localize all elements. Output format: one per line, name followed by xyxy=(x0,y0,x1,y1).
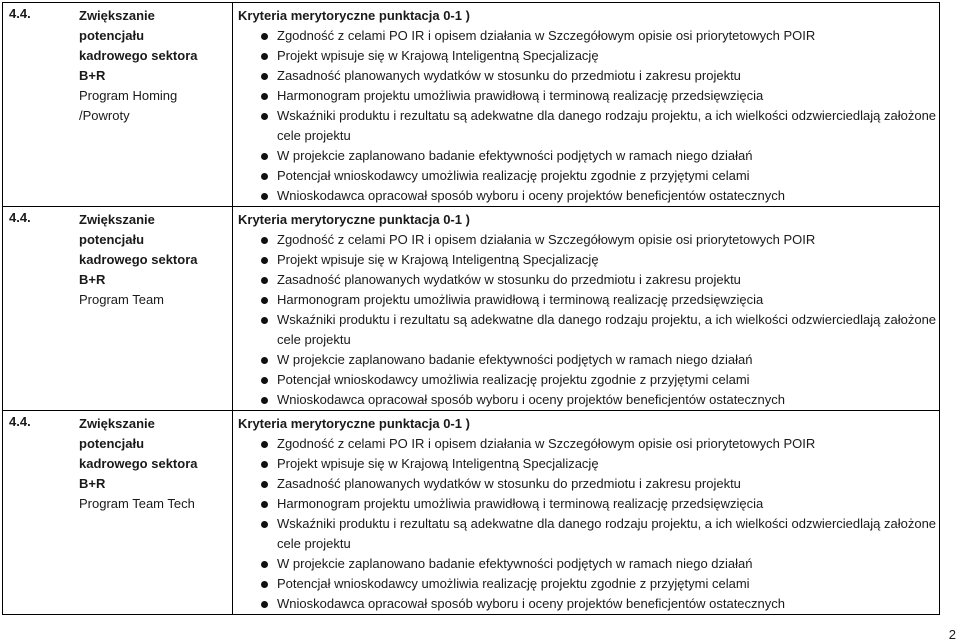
bullet-icon xyxy=(261,237,268,244)
criteria-item xyxy=(239,66,939,86)
criteria-item-text: Wnioskodawca opracował sposób wyboru i oceny projektów beneficjentów ostatecznych xyxy=(277,392,785,407)
criteria-table xyxy=(2,2,940,615)
bullet-icon xyxy=(261,441,268,448)
program-title-bold-line: B+R xyxy=(79,476,106,491)
program-cell xyxy=(3,207,233,411)
bullet-icon xyxy=(261,501,268,508)
program-number: 4.4. xyxy=(9,414,31,429)
criteria-item xyxy=(239,26,939,46)
bullet-icon xyxy=(261,193,268,200)
program-title-bold-line: potencjału xyxy=(79,232,145,247)
criteria-item xyxy=(239,594,939,614)
criteria-heading: Kryteria merytoryczne punktacja 0-1 ) xyxy=(238,416,470,431)
criteria-item xyxy=(239,514,939,554)
criteria-item-text: Zgodność z celami PO IR i opisem działania w Szczegółowym opisie osi priorytetowych POIR xyxy=(277,436,816,451)
bullet-icon xyxy=(261,173,268,180)
criteria-item xyxy=(239,290,939,310)
bullet-icon xyxy=(261,601,268,608)
page-number: 2 xyxy=(948,627,956,642)
bullet-icon xyxy=(261,521,268,528)
criteria-item-text: Zgodność z celami PO IR i opisem działania w Szczegółowym opisie osi priorytetowych POIR xyxy=(277,28,816,43)
bullet-icon xyxy=(261,481,268,488)
bullet-icon xyxy=(261,561,268,568)
criteria-item-text: Potencjał wnioskodawcy umożliwia realizację projektu zgodnie z przyjętymi celami xyxy=(277,168,750,183)
program-cell xyxy=(3,3,233,207)
program-name-line: Program Homing xyxy=(79,88,178,103)
criteria-item xyxy=(239,310,939,350)
criteria-cell-content xyxy=(233,3,939,206)
criteria-item-text: Harmonogram projektu umożliwia prawidłową i terminową realizację przedsięwzięcia xyxy=(277,292,764,307)
program-name-line: Program Team xyxy=(79,292,165,307)
criteria-cell-content xyxy=(233,207,939,410)
program-title-bold-line: Zwiększanie xyxy=(79,416,155,431)
bullet-icon xyxy=(261,297,268,304)
criteria-item-text: Harmonogram projektu umożliwia prawidłową i terminową realizację przedsięwzięcia xyxy=(277,88,764,103)
bullet-icon xyxy=(261,397,268,404)
criteria-item xyxy=(239,454,939,474)
bullet-icon xyxy=(261,357,268,364)
criteria-item-text: W projekcie zaplanowano badanie efektywności podjętych w ramach niego działań xyxy=(277,148,753,163)
bullet-icon xyxy=(261,153,268,160)
criteria-item xyxy=(239,166,939,186)
program-cell-content xyxy=(3,411,232,608)
program-cell xyxy=(3,411,233,615)
criteria-cell xyxy=(233,207,940,411)
criteria-cell-content xyxy=(233,411,939,614)
program-title xyxy=(79,414,229,514)
criteria-item xyxy=(239,230,939,250)
criteria-item xyxy=(239,574,939,594)
criteria-item xyxy=(239,46,939,66)
program-title-bold-line: B+R xyxy=(79,68,106,83)
program-name-line: Program Team Tech xyxy=(79,496,195,511)
program-title-bold-line: Zwiększanie xyxy=(79,212,155,227)
criteria-item-text: Zasadność planowanych wydatków w stosunku do przedmiotu i zakresu projektu xyxy=(277,476,741,491)
bullet-icon xyxy=(261,377,268,384)
program-title-bold-line: potencjału xyxy=(79,28,145,43)
criteria-item xyxy=(239,250,939,270)
criteria-item-text: Potencjał wnioskodawcy umożliwia realizację projektu zgodnie z przyjętymi celami xyxy=(277,576,750,591)
bullet-icon xyxy=(261,93,268,100)
bullet-icon xyxy=(261,317,268,324)
program-row xyxy=(3,207,940,411)
criteria-item-text: W projekcie zaplanowano badanie efektywności podjętych w ramach niego działań xyxy=(277,556,753,571)
criteria-item-text: Projekt wpisuje się w Krajową Inteligentną Specjalizację xyxy=(277,252,599,267)
criteria-item xyxy=(239,474,939,494)
criteria-item-text: Wnioskodawca opracował sposób wyboru i oceny projektów beneficjentów ostatecznych xyxy=(277,596,785,611)
criteria-item xyxy=(239,434,939,454)
bullet-icon xyxy=(261,53,268,60)
criteria-item xyxy=(239,86,939,106)
criteria-item-text: Potencjał wnioskodawcy umożliwia realizację projektu zgodnie z przyjętymi celami xyxy=(277,372,750,387)
criteria-cell xyxy=(233,411,940,615)
program-title-bold-line: potencjału xyxy=(79,436,145,451)
criteria-item-text: Wnioskodawca opracował sposób wyboru i oceny projektów beneficjentów ostatecznych xyxy=(277,188,785,203)
program-title-bold-line: kadrowego sektora xyxy=(79,48,198,63)
criteria-heading: Kryteria merytoryczne punktacja 0-1 ) xyxy=(238,8,470,23)
criteria-list xyxy=(239,230,939,410)
program-number: 4.4. xyxy=(9,6,31,21)
program-title xyxy=(79,210,229,310)
criteria-item-text: Projekt wpisuje się w Krajową Inteligentną Specjalizację xyxy=(277,48,599,63)
criteria-cell xyxy=(233,3,940,207)
criteria-item-text: Wskaźniki produktu i rezultatu są adekwatne dla danego rodzaju projektu, a ich wielkości odzwierciedlają założone cele projektu xyxy=(277,516,937,551)
criteria-item-text: Zgodność z celami PO IR i opisem działania w Szczegółowym opisie osi priorytetowych POIR xyxy=(277,232,816,247)
program-cell-content xyxy=(3,207,232,404)
program-name-line: /Powroty xyxy=(79,108,130,123)
bullet-icon xyxy=(261,33,268,40)
bullet-icon xyxy=(261,113,268,120)
criteria-item-text: Harmonogram projektu umożliwia prawidłową i terminową realizację przedsięwzięcia xyxy=(277,496,764,511)
program-cell-content xyxy=(3,3,232,200)
criteria-item-text: Zasadność planowanych wydatków w stosunku do przedmiotu i zakresu projektu xyxy=(277,68,741,83)
criteria-item-text: W projekcie zaplanowano badanie efektywności podjętych w ramach niego działań xyxy=(277,352,753,367)
criteria-item xyxy=(239,554,939,574)
criteria-table-body xyxy=(3,3,940,615)
bullet-icon xyxy=(261,257,268,264)
bullet-icon xyxy=(261,277,268,284)
program-title-bold-line: B+R xyxy=(79,272,106,287)
criteria-item-text: Wskaźniki produktu i rezultatu są adekwatne dla danego rodzaju projektu, a ich wielkości odzwierciedlają założone cele projektu xyxy=(277,108,937,143)
program-title xyxy=(79,6,229,126)
criteria-item xyxy=(239,186,939,206)
program-title-bold-line: Zwiększanie xyxy=(79,8,155,23)
criteria-item xyxy=(239,106,939,146)
criteria-list xyxy=(239,26,939,206)
criteria-item-text: Wskaźniki produktu i rezultatu są adekwatne dla danego rodzaju projektu, a ich wielkości odzwierciedlają założone cele projektu xyxy=(277,312,937,347)
program-title-bold-line: kadrowego sektora xyxy=(79,456,198,471)
program-title-bold-line: kadrowego sektora xyxy=(79,252,198,267)
criteria-list xyxy=(239,434,939,614)
criteria-item xyxy=(239,350,939,370)
criteria-item xyxy=(239,494,939,514)
criteria-item xyxy=(239,146,939,166)
criteria-item xyxy=(239,390,939,410)
criteria-item-text: Projekt wpisuje się w Krajową Inteligentną Specjalizację xyxy=(277,456,599,471)
program-row xyxy=(3,411,940,615)
criteria-item-text: Zasadność planowanych wydatków w stosunku do przedmiotu i zakresu projektu xyxy=(277,272,741,287)
program-row xyxy=(3,3,940,207)
program-number: 4.4. xyxy=(9,210,31,225)
criteria-item xyxy=(239,270,939,290)
bullet-icon xyxy=(261,461,268,468)
criteria-heading: Kryteria merytoryczne punktacja 0-1 ) xyxy=(238,212,470,227)
criteria-item xyxy=(239,370,939,390)
bullet-icon xyxy=(261,581,268,588)
bullet-icon xyxy=(261,73,268,80)
